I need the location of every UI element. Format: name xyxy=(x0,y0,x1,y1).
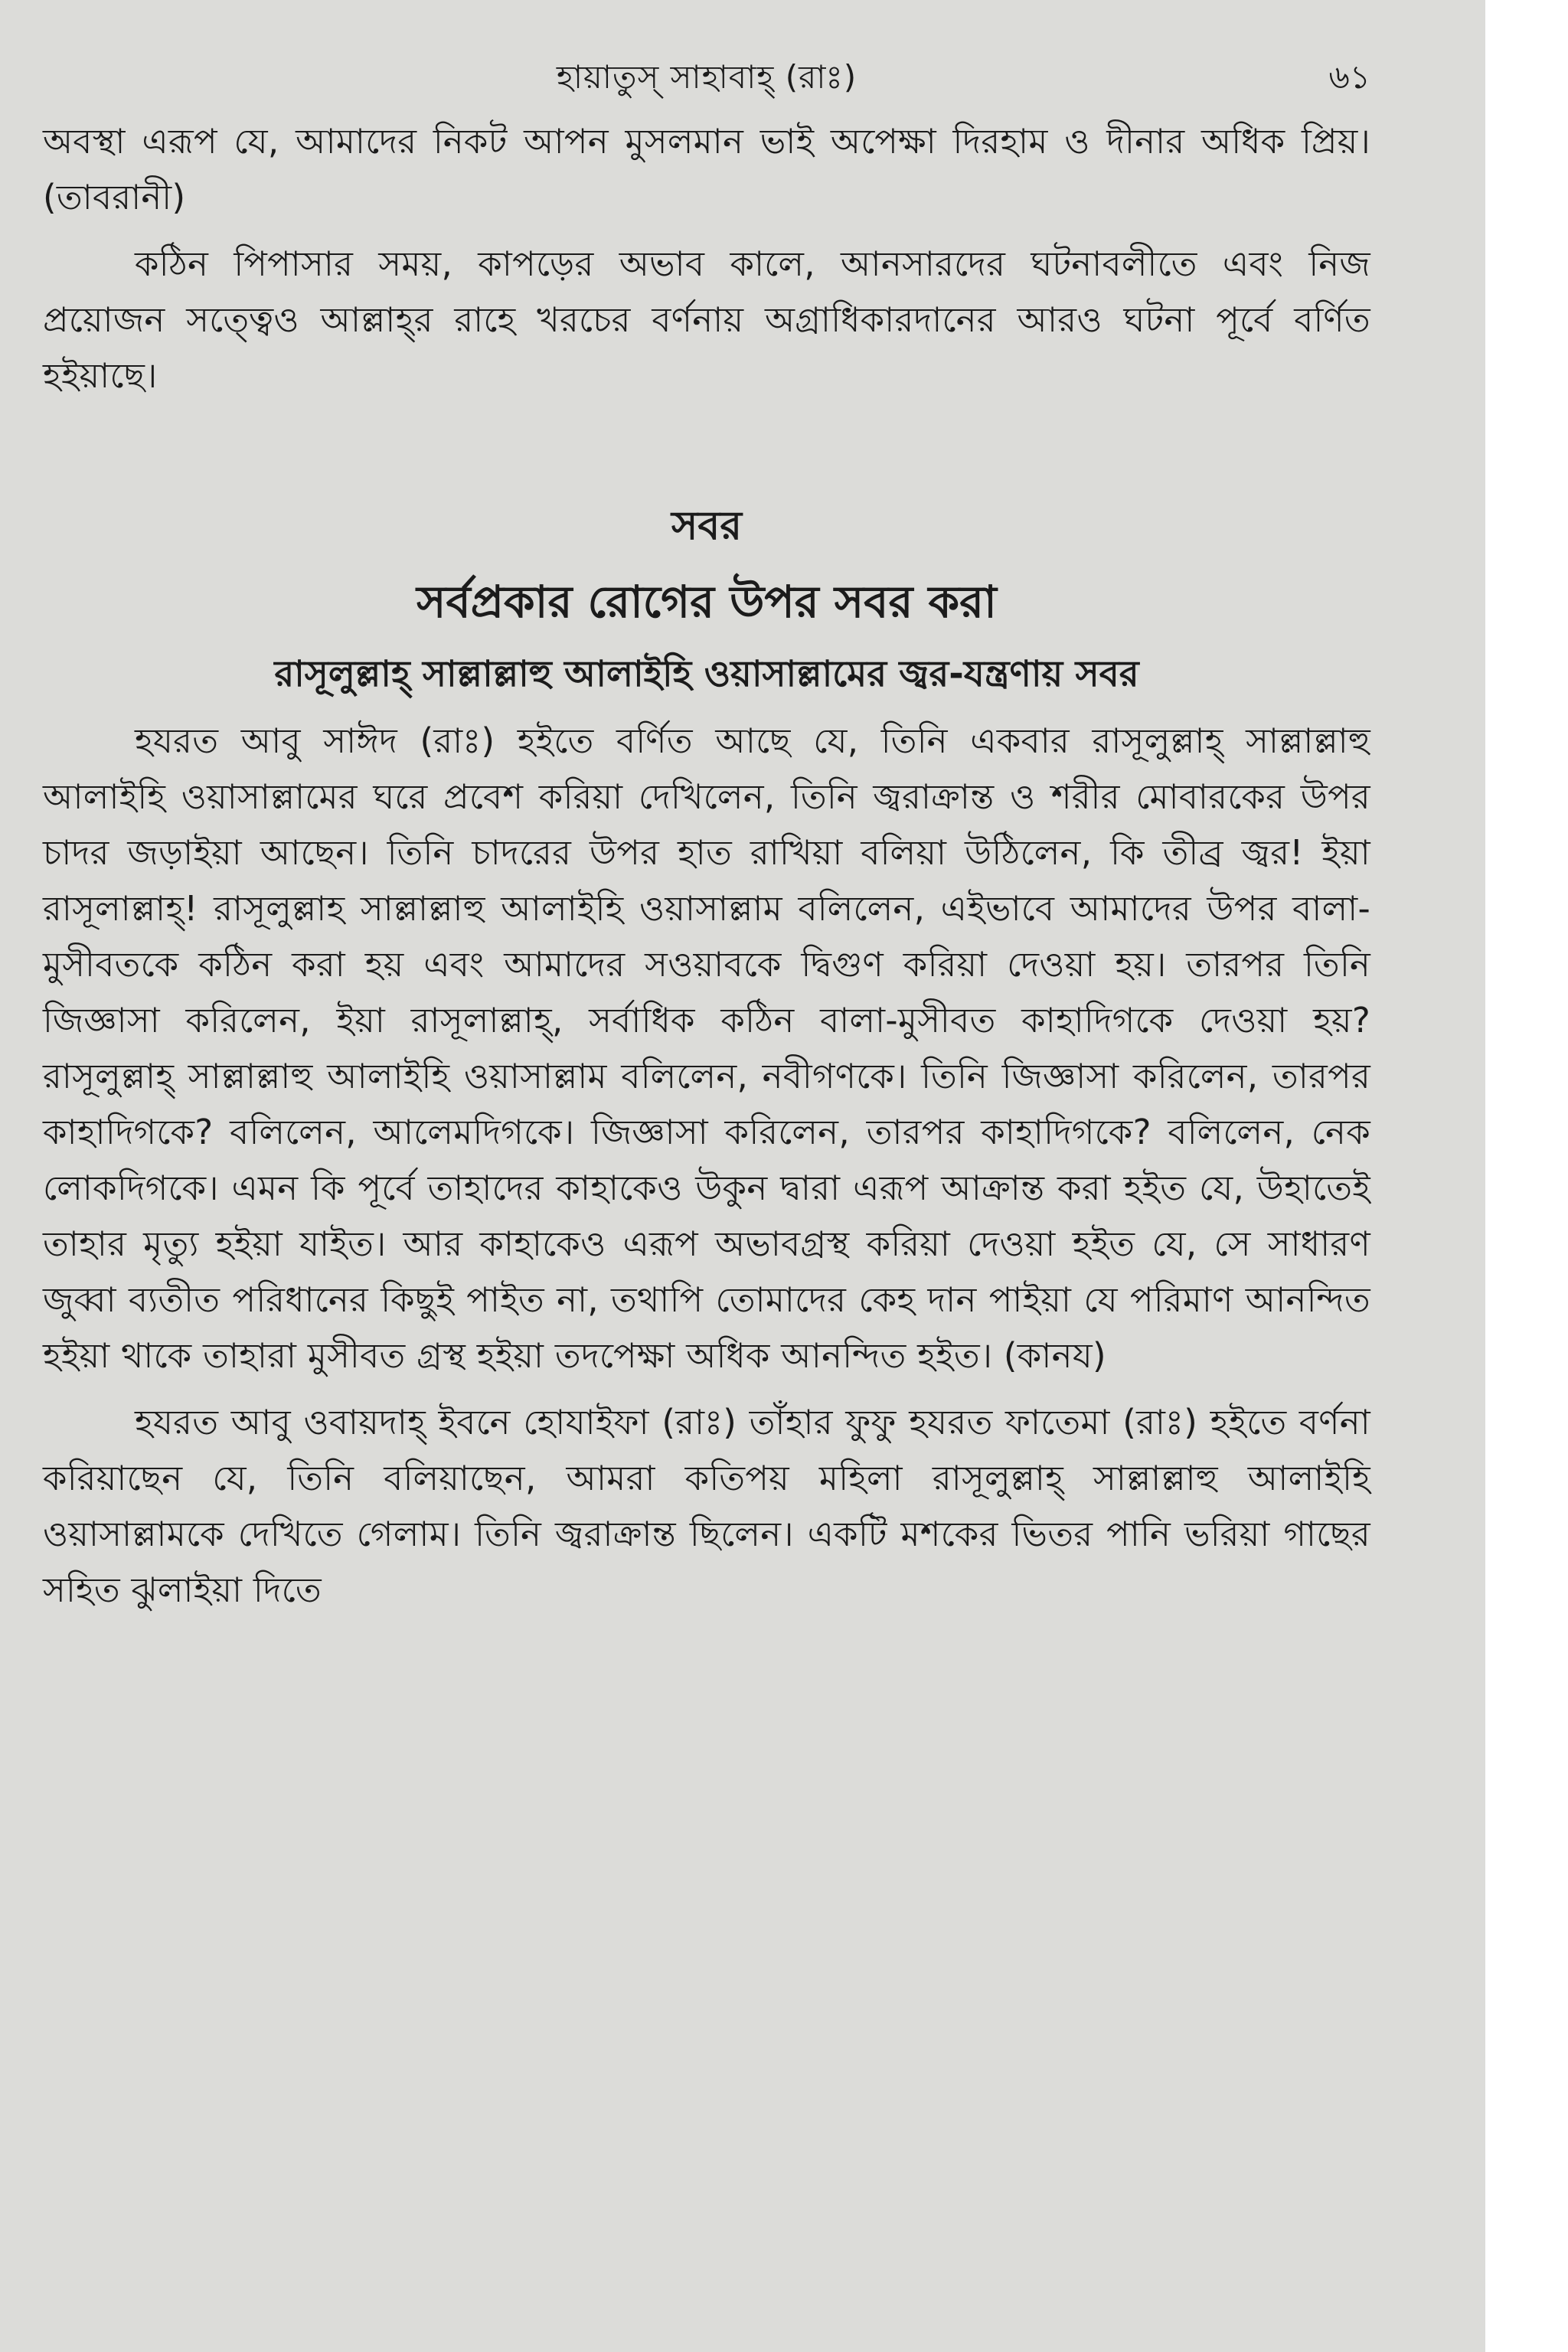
page-header xyxy=(43,44,1370,113)
running-title: হায়াতুস্ সাহাবাহ্ (রাঃ) xyxy=(556,58,858,96)
scan-margin xyxy=(1485,0,1568,2352)
paragraph-abu-said: হযরত আবু সাঈদ (রাঃ) হইতে বর্ণিত আছে যে, তিনি একবার রাসূলুল্লাহ্ সাল্লাল্লাহু আলাইহি ওয়াসাল্লামের ঘরে প্রবেশ করিয়া দেখিলেন, তিনি জ্বরাক্রান্ত ও শরীর মোবারকের উপর চাদর জড়াইয়া আছেন। তিনি চাদরের উপর হাত রাখিয়া বলিয়া উঠিলেন, কি তীব্র জ্বর! ইয়া রাসূলাল্লাহ্! রাসূলুল্লাহ সাল্লাল্লাহু আলাইহি ওয়াসাল্লাম বলিলেন, এইভাবে আমাদের উপর বালা-মুসীবতকে কঠিন করা হয় এবং আমাদের সওয়াবকে দ্বিগুণ করিয়া দেওয়া হয়। তারপর তিনি জিজ্ঞাসা করিলেন, ইয়া রাসূলাল্লাহ্, সর্বাধিক কঠিন বালা-মুসীবত কাহাদিগকে দেওয়া হয়? রাসূলুল্লাহ্ সাল্লাল্লাহু আলাইহি ওয়াসাল্লাম বলিলেন, নবীগণকে। তিনি জিজ্ঞাসা করিলেন, তারপর কাহাদিগকে? বলিলেন, আলেমদিগকে। জিজ্ঞাসা করিলেন, তারপর কাহাদিগকে? বলিলেন, নেক লোকদিগকে। এমন কি পূর্বে তাহাদের কাহাকেও উকুন দ্বারা এরূপ আক্রান্ত করা হইত যে, উহাতেই তাহার মৃত্যু হইয়া যাইত। আর কাহাকেও এরূপ অভাবগ্রস্থ করিয়া দেওয়া হইত যে, সে সাধারণ জুব্বা ব্যতীত পরিধানের কিছুই পাইত না, তথাপি তোমাদের কেহ দান পাইয়া যে পরিমাণ আনন্দিত হইয়া থাকে তাহারা মুসীবত গ্রস্থ হইয়া তদপেক্ষা অধিক আনন্দিত হইত। (কানয) xyxy=(43,720,1370,1376)
subsection-heading: রাসূলুল্লাহ্ সাল্লাল্লাহু আলাইহি ওয়াসাল্লামের জ্বর-যন্ত্রণায় সবর xyxy=(274,653,1139,695)
page-number: ৬১ xyxy=(1328,58,1370,96)
paragraph-abu-ubaydah: হযরত আবু ওবায়দাহ্ ইবনে হোযাইফা (রাঃ) তাঁহার ফুফু হযরত ফাতেমা (রাঃ) হইতে বর্ণনা করিয়াছেন যে, তিনি বলিয়াছেন, আমরা কতিপয় মহিলা রাসূলুল্লাহ্ সাল্লাল্লাহু আলাইহি ওয়াসাল্লামকে দেখিতে গেলাম। তিনি জ্বরাক্রান্ত ছিলেন। একটি মশকের ভিতর পানি ভরিয়া গাছের সহিত ঝুলাইয়া দিতে xyxy=(43,1402,1370,1610)
paragraph-continuation: অবস্থা এরূপ যে, আমাদের নিকট আপন মুসলমান ভাই অপেক্ষা দিরহাম ও দীনার অধিক প্রিয়। (তাবরানী) xyxy=(43,121,1370,217)
section-heading: সর্বপ্রকার রোগের উপর সবর করা xyxy=(416,576,997,628)
paragraph-ansar-events: কঠিন পিপাসার সময়, কাপড়ের অভাব কালে, আনসারদের ঘটনাবলীতে এবং নিজ প্রয়োজন সত্ত্বেও আল্লাহ্‌র রাহে খরচের বর্ণনায় অগ্রাধিকারদানের আরও ঘটনা পূর্বে বর্ণিত হইয়াছে। xyxy=(43,243,1370,396)
chapter-heading: সবর xyxy=(671,503,742,549)
